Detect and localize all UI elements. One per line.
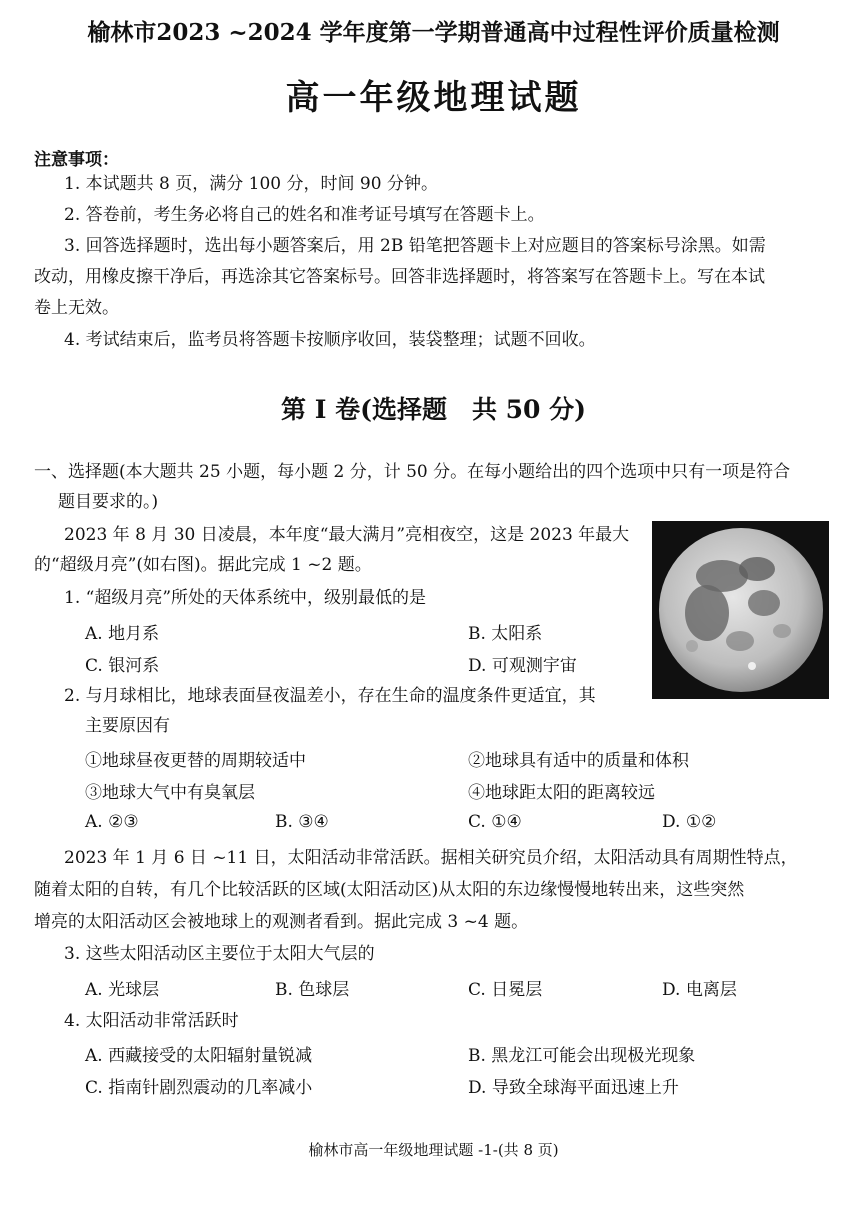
- note-item-2: 2. 答卷前，考生务必将自己的姓名和准考证号填写在答题卡上。: [64, 205, 545, 225]
- note-item-1: 1. 本试题共 8 页，满分 100 分，时间 90 分钟。: [64, 174, 438, 194]
- exam-header: 榆林市2023 ~2024 学年度第一学期普通高中过程性评价质量检测: [87, 19, 780, 46]
- q3-option-a: A. 光球层: [85, 980, 160, 1000]
- q1-stem: 1. “超级月亮”所处的天体系统中，级别最低的是: [64, 588, 427, 608]
- passage2-line3: 增亮的太阳活动区会被地球上的观测者看到。据此完成 3 ~4 题。: [34, 912, 529, 932]
- q2-option-d: D. ①②: [662, 812, 717, 832]
- q4-option-c: C. 指南针剧烈震动的几率减小: [85, 1078, 313, 1098]
- note-item-4: 4. 考试结束后，监考员将答题卡按顺序收回，装袋整理；试题不回收。: [64, 330, 596, 350]
- q4-option-a: A. 西藏接受的太阳辐射量锐减: [85, 1046, 313, 1066]
- q2-statement-1: ①地球昼夜更替的周期较适中: [85, 751, 306, 771]
- q2-stem-cont: 主要原因有: [85, 716, 170, 736]
- q2-statement-2: ②地球具有适中的质量和体积: [468, 751, 689, 771]
- q2-option-b: B. ③④: [275, 812, 329, 832]
- q1-option-b: B. 太阳系: [468, 624, 543, 644]
- q4-stem: 4. 太阳活动非常活跃时: [64, 1011, 239, 1031]
- part1-instructions-cont: 题目要求的。): [58, 492, 159, 512]
- q2-stem: 2. 与月球相比，地球表面昼夜温差小，存在生命的温度条件更适宜，其: [64, 686, 596, 706]
- section-title: 第 Ⅰ 卷(选择题 共 50 分): [281, 395, 586, 424]
- q4-option-b: B. 黑龙江可能会出现极光现象: [468, 1046, 696, 1066]
- note-item-3-cont2: 卷上无效。: [34, 298, 119, 318]
- q2-option-a: A. ②③: [85, 812, 139, 832]
- q2-statement-4: ④地球距太阳的距离较远: [468, 783, 655, 803]
- notes-heading: 注意事项：: [34, 150, 119, 170]
- super-moon-image: [652, 521, 829, 699]
- page-footer: 榆林市高一年级地理试题 -1-(共 8 页): [308, 1141, 559, 1159]
- part1-instructions: 一、选择题(本大题共 25 小题，每小题 2 分，计 50 分。在每小题给出的四个选项中只有一项是符合: [34, 462, 791, 482]
- q1-option-d: D. 可观测宇宙: [468, 656, 577, 676]
- moon-icon: [652, 521, 829, 699]
- passage1-line1: 2023 年 8 月 30 日凌晨，本年度“最大满月”亮相夜空，这是 2023 年最大: [64, 525, 630, 545]
- q3-option-c: C. 日冕层: [468, 980, 543, 1000]
- q1-option-a: A. 地月系: [85, 624, 160, 644]
- q1-option-c: C. 银河系: [85, 656, 160, 676]
- passage2-line1: 2023 年 1 月 6 日 ~11 日，太阳活动非常活跃。据相关研究员介绍，太阳活动具有周期性特点，: [64, 848, 798, 868]
- q2-statement-3: ③地球大气中有臭氧层: [85, 783, 255, 803]
- exam-title: 高一年级地理试题: [285, 78, 582, 118]
- passage2-line2: 随着太阳的自转，有几个比较活跃的区域(太阳活动区)从太阳的东边缘慢慢地转出来，这些突然: [34, 880, 745, 900]
- note-item-3-cont: 改动，用橡皮擦干净后，再选涂其它答案标号。回答非选择题时，将答案写在答题卡上。写在本试: [34, 267, 765, 287]
- q3-option-b: B. 色球层: [275, 980, 350, 1000]
- note-item-3: 3. 回答选择题时，选出每小题答案后，用 2B 铅笔把答题卡上对应题目的答案标号涂黑。如需: [64, 236, 766, 256]
- q4-option-d: D. 导致全球海平面迅速上升: [468, 1078, 679, 1098]
- q2-option-c: C. ①④: [468, 812, 522, 832]
- q3-stem: 3. 这些太阳活动区主要位于太阳大气层的: [64, 944, 375, 964]
- passage1-line2: 的“超级月亮”(如右图)。据此完成 1 ~2 题。: [34, 555, 372, 575]
- q3-option-d: D. 电离层: [662, 980, 737, 1000]
